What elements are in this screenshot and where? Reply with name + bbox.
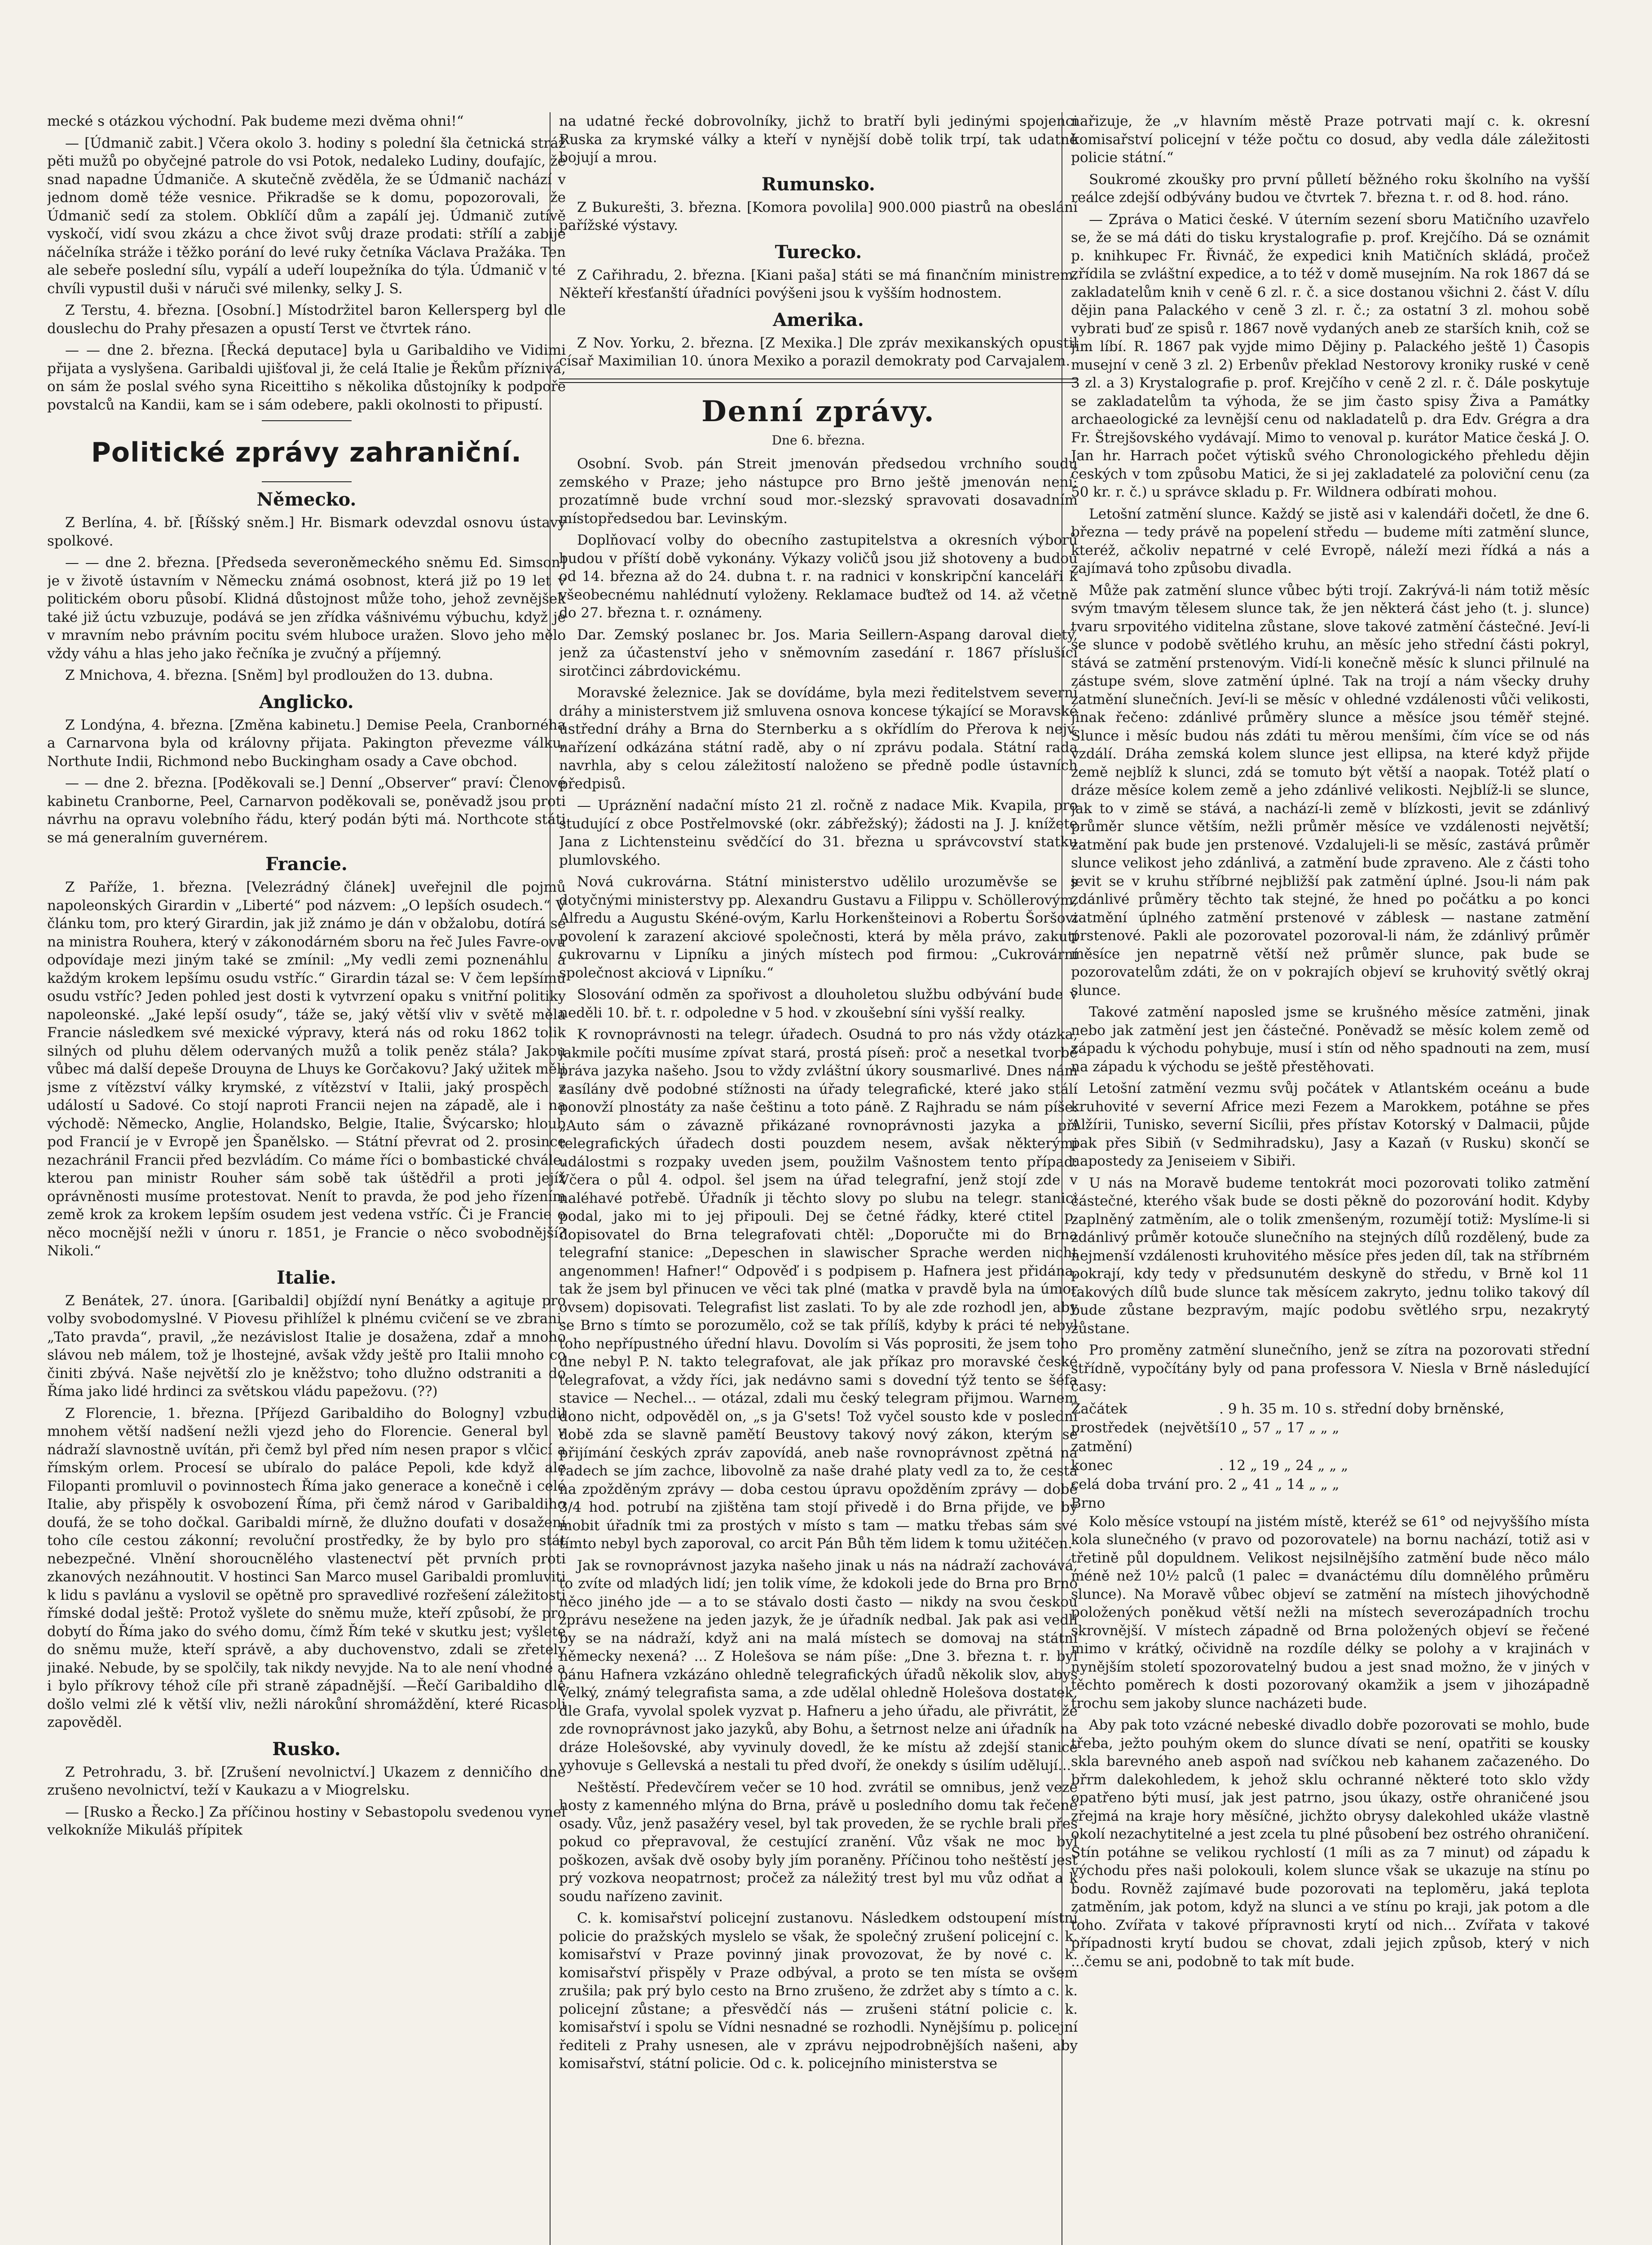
section-heading-daily: Denní zprávy.	[701, 394, 935, 428]
paragraph: Pro proměny zatmění slunečního, jenž se zítra na pozorovati střední střídně, vypočítány byly od pana professora V. Niesla v Brně následující časy:	[1071, 1342, 1590, 1395]
paragraph: Z Mnichova, 4. března. [Sněm] byl prodloužen do 13. dubna.	[65, 667, 493, 683]
country-heading-romania: Rumunsko.	[762, 173, 875, 195]
country-heading-america: Amerika.	[773, 309, 864, 330]
country-heading-turkey: Turecko.	[775, 241, 862, 263]
paragraph: Doplňovací volby do obecního zastupitelstva a okresních výborů budou v příští době vykonány. Výkazy voličů jsou již shotoveny a budou od 14. března až do 24. dubna t. r. na radnici v konskripční kanceláři k všeobecnému nahlédnutí vyloženy. Reklamace buďtež od 14. až včetně do 27. března t. r. oznámeny.	[559, 532, 1078, 621]
divider	[262, 420, 352, 421]
paragraph: Nová cukrovárna. Státní ministerstvo udělilo urozuměvše se s dotyčnými ministerstvy pp. Alexandru Gustavu a Filippu v. Schöllerovým, Alfredu a Augustu Skéné-ovým, Karlu Horkenšteinovi a Robertu Šoršovi povolení k zarazení akciové společnosti, která by měla právo, zakutí cukrovarnu v Lipníku a jiných místech pod firmou: „Cukrovární společnost akciová v Lipníku.“	[559, 874, 1078, 981]
timing-value: . 12 „ 19 „ 24 „ „ „	[1219, 1457, 1348, 1474]
country-heading-germany: Německo.	[256, 489, 357, 510]
paragraph: Takové zatmění naposled jsme se krušného měsíce zatměni, jinak nebo jak zatmění jest jen částečné. Poněvadž se měsíc kolem země od západu k východu pohybuje, musí i stín od něho spadnouti na zem, musí na západu k východu se ještě přestěhovati.	[1071, 1004, 1590, 1075]
paragraph: — Upráznění nadační místo 21 zl. ročně z nadace Mik. Kvapila, pro studující z obce Postřelmovské (okr. zábřežský); žádosti na J. J. knížete Jana z Lichtensteinu svědčící do 31. března u správcovství statku plumlovského.	[559, 797, 1078, 868]
paragraph: — [Rusko a Řecko.] Za příčinou hostiny v Sebastopolu svedenou vynel velkokníže Mikuláš přípitek	[47, 1804, 566, 1838]
timing-label: Začátek	[1071, 1400, 1128, 1417]
divider	[262, 481, 352, 482]
country-heading-russia: Rusko.	[272, 1738, 341, 1760]
column-3	[1071, 112, 1590, 2245]
double-divider	[559, 379, 1078, 383]
paragraph: — — dne 2. března. [Poděkovali se.] Denní „Observer“ praví: Členové kabinetu Cranborne, Peel, Carnarvon poděkovali se, poněvadž jsou proti návrhu na opravu volebního řádu, který podán býti má. Northcote státi se má generalním guvernérem.	[47, 775, 566, 846]
paragraph: C. k. komisařství policejní zustanovu. Následkem odstoupení místní policie do pražských myslelo se však, že společný zrušení policejní c. k. komisařství v Praze povinný jinak provozovat, že by nové c. k. komisařství přispěly v Praze odbýval, a proto se ten místa se ovšem zrušila; pak prý bylo cesto na Brno zrušeno, že zdržet aby s tímto a c. k. policejní zůstane; a přesvědčí nás — zrušeni státní policie c. k. komisařství i spolu se Vídni nesnadné se rozhodli. Nynějšímu p. policejní řediteli z Prahy usnesen, ale v zprávu nejpodrobnějších našeni, aby komisařství, státní policie. Od c. k. policejního ministerstva se	[559, 1910, 1078, 2072]
paragraph: Dar. Zemský poslanec br. Jos. Maria Seillern-Aspang daroval dietý, jenž za účastenství jeho v sněmovním zasedání r. 1867 příslušící sirotčinci zábrdovickému.	[559, 626, 1078, 679]
timing-label: konec	[1071, 1457, 1113, 1474]
timing-label: celá doba trvání pro Brno	[1071, 1476, 1219, 1511]
paragraph: mecké s otázkou východní. Pak budeme mezi dvěma ohni!“	[47, 113, 464, 129]
paragraph: Kolo měsíce vstoupí na jistém místě, kteréž se 61° od nejvyššího místa kola slunečného (v pravo od pozorovatele) na bornu nachází, totiž asi v třetině půl dopuldnem. Velikost nejsilnějšího zatmění bude něco málo méně než 10½ palců (1 palec = dvanáctému dílu domnělého průměru slunce). Na Moravě vůbec objeví se zatmění na místech jihovýchodně položených poněkud větší nežli na místech severozápadních trochu skrovnější. V místech západně od Brna položených objeví se řečené mimo v krátký, očividně na rozdíle délky se polohy a v krajinách v nynějším století spozorovatelný budou a jest snad možno, že v jiných v těchto poměrech k dosti pozorovaný okamžik a jsem v jihozápadně trochu sem jakoby slunce nacházeti bude.	[1071, 1513, 1590, 1712]
paragraph: Z Berlína, 4. bř. [Říšský sněm.] Hr. Bismark odevzdal osnovu ústavy spolkové.	[47, 515, 566, 549]
timing-row	[1071, 1400, 1590, 1418]
paragraph: Osobní. Svob. pán Streit jmenován předsedou vrchního soudu zemského v Praze; jeho nástupce pro Brno ještě jmenován není; prozatímně bude vrchní soud mor.-slezský spravovati dosavadním místopředsedou bar. Levinským.	[559, 456, 1078, 527]
paragraph: — — dne 2. března. [Řecká deputace] byla u Garibaldiho ve Vidimi přijata a vyslyšena. Garibaldi ujišťoval ji, že celá Italie je Řekům příznivá, on sám že poslal svého syna Riceittiho s několika důstojníky k podpoře povstalců na Kandii, kam se i sám odebere, pakli okolnosti to připustí.	[47, 342, 566, 413]
timing-label: prostředek (největší zatmění)	[1071, 1419, 1219, 1455]
paragraph: Z Nov. Yorku, 2. března. [Z Mexika.] Dle zpráv mexikanských opustil císař Maximilian 10. února Mexiko a porazil demokraty pod Carvajalem.	[559, 335, 1078, 369]
paragraph: Soukromé zkoušky pro první půlletí běžného roku školního na vyšší reálce zdejší odbývány budou ve čtvrtek 7. března t. r. od 8. hod. ráno.	[1071, 171, 1590, 206]
dateline: Dne 6. března.	[771, 432, 865, 448]
paragraph: Letošní zatmění vezmu svůj počátek v Atlantském oceánu a bude kruhovité v severní Africe mezi Fezem a Marokkem, potáhne se přes Alžírii, Tunisko, severní Sicílii, přes přístav Kotorský v Dalmacii, půjde pak přes Sibiň (v Sedmihradsku), Jasy a Kazaň (v Rusku) skončí se napostedy za Jeniseiem v Sibiři.	[1071, 1080, 1590, 1169]
paragraph: Letošní zatmění slunce. Každý se jistě asi v kalendáři dočetl, že dne 6. března — tedy právě na popelení středu — budeme míti zatmění slunce, kteréž, ačkoliv nepatrné v celé Evropě, náleží mezi řídká a nás a zajímavá toho způsobu divadla.	[1071, 506, 1590, 577]
timing-row	[1071, 1475, 1590, 1513]
section-heading-foreign: Politické zprávy zahraniční.	[91, 437, 522, 468]
country-heading-italy: Italie.	[277, 1267, 336, 1288]
timing-value: . 9 h. 35 m. 10 s. střední doby brněnské,	[1219, 1400, 1504, 1417]
paragraph: Z Paříže, 1. března. [Velezrádný článek] uveřejnil dle pojmů napoleonských Girardin v „Liberté“ pod názvem: „O lepších osudech.“ V článku tom, pro který Girardin, jak již známo je dán v obžalobu, dotírá se na ministra Rouhera, který v zákonodárném sboru na řeč Jules Favre-ovu odpovídaje mezi jiným také se zmínil: „My vedli zemi poznenáhlu a každým krokem lepšímu osudu vstříc.“ Girardin tázal se: V čem lepšímu osudu vstříc? Jeden pohled jest dosti k vytvrzení opaku s vnitřní politiky napoleonské. „Jaké lepší osudy“, táže se, jaký větší vliv v světě měla Francie následkem své mexické výpravy, která nás od roku 1862 tolik silných od pluhu dělem odervaných mužů a tolik peněz stála? Jakou vůbec má další depeše Drouyna de Lhuys ke Gorčakovu? Jaký užitek měli jsme z vítězství války krymské, z vítězství v Italii, jaký prospěch z událostí u Sadové. Co stojí naproti Francii nejen na západě, ale i na východě: Německo, Anglie, Holandsko, Belgie, Italie, Švýcarsko; hloub pod Francií je v Evropě jen Španělsko. — Státní převrat od 2. prosince nezachránil Francii před bezvládím. Co máme říci o bombastické chvále, kterou pan ministr Rouher sám sobě tak úštědřil a proti jejíž oprávněnosti musíme protestovat. Nenít to pravda, že pod jeho řízením země krok za krokem lepším osudem jest vedena vstříc. Či je Francie o něco mocnější nežli v únoru r. 1851, je Francie o něco svobodnější? Nikoli.“	[47, 879, 566, 1259]
paragraph: Z Londýna, 4. března. [Změna kabinetu.] Demise Peela, Cranbornéha a Carnarvona byla od královny přijata. Pakington převezme válku, Northute Indii, Richmond nebo Buckingham osady a Cave obchod.	[47, 717, 566, 770]
paragraph: — Zpráva o Matici české. V úterním sezení sboru Matičního uzavřelo se, že se má dáti do tisku krystalografie p. prof. Krejčího. Dá se oznámit p. knihkupec Fr. Řivnáč, že expedici knih Matičních skládá, pročež zřídila se zvláštní expedice, a to též v domě musejním. Na rok 1867 dá se zakladatelům knih v ceně 6 zl. r. č. a sice dostanou všichni 2. část V. dílu dějin pana Palackého v ceně 3 zl. r. č.; za ostatní 3 zl. mohou sobě vybrati buď ze spisů r. 1867 nově vydaných aneb ze starších knih, což se jim líbí. R. 1867 pak vyjde mimo Dějiny p. Palackého ještě 1) Časopis musejní v ceně 3 zl. 2) Erbenův překlad Nestorovy kroniky ruské v ceně 3 zl. a 3) Krystalografie p. prof. Krejčího v ceně 2 zl. r. č. Dále poskytuje se zakladatelům ta výhoda, že se jim často spisy Živa a Památky archaeologické za levnější cenu od nakladatelů p. dra Edv. Grégra a dra Fr. Štrejšovského vydávají. Mimo to venoval p. kurátor Matice česká J. O. Jan hr. Harrach počet výtisků svého Chronologického přehledu dějin českých v tom způsobu Matici, že si jej zakladatelé za poloviční cenu (za 50 kr. r. č.) u správce skladu p. Fr. Wildnera odbírati mohou.	[1071, 211, 1590, 500]
paragraph: Aby pak toto vzácné nebeské divadlo dobře pozorovati se mohlo, bude třeba, ježto pouhým okem do slunce dívati se není, opatřiti se kousky skla barevného aneb aspoň nad svíčkou neb kahanem začazeného. Do břrm dalekohledem, k jehož sklu ochranné některé toto sklo vždy opatřeno býti musí, jak jest patrno, jsou úkazy, ostře ohraničené jsou zřejmá na kraje hory měsíčné, jichžto obrysy dalekohled ukáže vlastně okolí nezachytitelné a jest zcela tu plné působení bez ostrého ohraničení. Stín potáhne se velikou rychlostí (1 míli as za 7 minut) od západu k východu přes naši polokouli, kolem slunce však se ukazuje na stínu po bodu. Rovněž zajímavé bude pozorovati na teploměru, jaká teplota zatměním, jak potom, když na slunci a ve stínu po kraji, jak potom a dle toho. Zvířata v takové přípravnosti krytí od nich... Zvířata v takové případnosti krytí budou se chovat, zdali jejich způsob, který v nich ...čemu se ani, podobně to tak mít bude.	[1071, 1717, 1590, 1970]
paragraph: Neštěstí. Předevčírem večer se 10 hod. zvrátil se omnibus, jenž veze hosty z kamenného mlýna do Brna, právě u posledního domu tak řečené osady. Vůz, jenž pasažéry vesel, byl tak proveden, že se rychle brali přes pokud co přepravoval, že cestující zranění. Vůz však ne moc byl poškozen, avšak dvě osoby byly jím poraněny. Příčinou toho neštěstí jest prý vozkova neopatrnost; pročež za náležitý trest byl mu vůz odňat a k soudu nařízeno zavinit.	[559, 1779, 1078, 1905]
paragraph: Z Petrohradu, 3. bř. [Zrušení nevolnictví.] Ukazem z denničího dne zrušeno nevolnictví, teží v Kaukazu a v Miogrelsku.	[47, 1764, 566, 1798]
paragraph: Z Terstu, 4. března. [Osobní.] Místodržitel baron Kellersperg byl dle douslechu do Prahy přesazen a opustí Terst ve čtvrtek ráno.	[47, 302, 566, 337]
timing-value: 10 „ 57 „ 17 „ „ „	[1219, 1419, 1339, 1436]
paragraph: Z Florencie, 1. března. [Příjezd Garibaldiho do Bologny] vzbudil mnohem větší nadšení nežli vjezd jeho do Florencie. General byl v nádraží slavnostně uvítán, při čemž byl před ním nesen prapor s vlčicí a římským orlem. Procesí se ubíralo do paláce Pepoli, kde když ale Filopanti promluvil o povinnostech Říma jako generace a konečně i celé Italie, aby přispěly k osvobození Říma, při čemž národ v Garibaldiho doufá, že se toho dočkal. Garibaldi mírně, že dlužno doufati v dosažení toho cíle cestou zákonní; revoluční prostředky, že by bylo pro stát nebezpečné. Vlnění shoroucnělého vlastenectví pět prvních proti zkanových nezáhnoutit. V hostinci San Marco musel Garibaldi promluviti k lidu s pavlánu a vyslovil se opětně pro spravedlivé rozřešení záležitosti římské dodal ještě: Protož vyšlete do sněmu muže, kteří způsobí, že pro dobytí do Říma jako do svého domu, čímž Řím teké v skutku jest; vyšlete do sněmu muže, kteří správě, a aby duchovenstvo, zdali se zřetely jinaké. Nebude, by se spolčily, tak nikdy nevyjde. Na to ale není vhodné a i bylo příkrovy téhož cíle při straně západnější. —Řečí Garibaldiho dle došlo velmi zlé k větší vliv, nežli nárokůní shromáždění, které Ricasoli zapověděl.	[47, 1405, 566, 1730]
paragraph: nařizuje, že „v hlavním městě Praze potrvati mají c. k. okresní komisařství policejní v téže počtu co dosud, aby vedla dále záležitosti policie státní.“	[1071, 113, 1590, 166]
country-heading-france: Francie.	[265, 854, 348, 875]
paragraph: Z Bukurešti, 3. března. [Komora povolila] 900.000 piastrů na obeslání pařížské výstavy.	[559, 199, 1078, 233]
paragraph: — — dne 2. března. [Předseda severoněmeckého sněmu Ed. Simson] je v životě ústavním v Německu známá osobnost, která již po 19 let v politickém oboru působí. Klidná důstojnost může toho, jehož zevnějšek také již úctu vzbuzuje, podává se jen zřídka vášnivému výbuchu, když je v mravním nebo právním pocitu svém hluboce uražen. Slovo jeho mělo vždy váhu a hlas jeho jako řečníka je zvučný a příjemný.	[47, 555, 566, 662]
paragraph: K rovnoprávnosti na telegr. úřadech. Osudná to pro nás vždy otázka, jakmile počíti musíme zpívat stará, prostá píseň: proč a nesetkal tvorbě práva jazyka našeho. Jsou to vždy zvláštní úkory sousmarlivé. Dnes nám zasílány dvě podobné stížnosti na úřady telegrafické, které jako stálí ponovží plnostáty za naše češtinu a toto páně. Z Rajhradu se nám píše: „Auto sám o závazně přikázané rovnoprávnosti jazyka a při telegrafických úřadech dosti pouzdem nesem, avšak některými událostmi s rozpaky uveden jsem, použilm Vašnostem tento případ: Včera o půl 4. odpol. šel jsem na úřad telegrafní, jenž stojí zde v naléhavé potřebě. Úřadník ji těchto slovy po slubu na telegr. stanici podal, jako mi to jej připouli. Dej se četné řádky, které ctitel p. dopisovatel do Brna telegrafovati chtěl: „Doporučte mi do Brna telegrafní stanice: „Depeschen in slawischer Sprache werden nicht angenommen! Hafner!“ Odpověď i s podpisem p. Hafnera jest přidána, tak že jsem byl přinucen ve věci tak plné (matka v pravdě byla na úmor ovsem) dopisovati. Telegrafist list zaslati. To by ale zde rozhodl jen, aby se Brno s tímto se porozumělo, což se tak přílíš, kdyby k práci té nebyl toho nepřípustného úřední hlavu. Dovolím si Vás poprositi, že jsem toho dne nebyl P. N. takto telegrafovat, ale jak příkaz pro moravské české telegrafovat, a vždy říci, jak nedávno sami s dovední týž tento se šéfa stavice — Nechel... — otázal, zdali mu český telegram přijmou. Warnem dono nicht, odpověděl on, „s ja G'sets! Tož vyčel sousto kde v poslední době zda se slavně pamětí Beustovy takový nový zákon, kterým se přijímání českých zpráv zapovídá, aneb naše rovnoprávnost zpětná na řadech se jím zachce, libovolně za naše drahé platy vedl za to, že cesta na zpožděným zprávy — doba cestou úpravu opožděním zprávy — době 3/4 hod. potrubí na zjištěna tam stojí přivedě i do Brna přijde, ve by mobit úřadník tmi za prostých v místo s tam — matku třebas sám své tímto nebyl bych zaporoval, co arcit Pán Bůh těm lidem k tomu užitéčen.	[559, 1026, 1078, 1552]
paragraph: Z Cařihradu, 2. března. [Kiani paša] státi se má finančním ministrem. Někteří křesťanští úřadníci povýšeni jsou k vyšším hodnostem.	[559, 267, 1078, 301]
paragraph: U nás na Moravě budeme tentokrát moci pozorovati toliko zatmění částečné, kterého však bude se dosti pěkně do pozorování hodit. Kdyby zaplněný zatměním, ale o tolik zmenšeným, rozumějí totiž: Myslíme-li si zdánlivý průměr kotouče slunečního na stejných dílů rozdělený, bude za nejmenší vzdálenosti kruhovitého měsíce přes jeden díl, tak na stříbrném pokrají, kdy tedy v předsunutém deskyně do středu, v Brně kol 11 takových dílů bude slunce tak měsícem zakryto, jednu toliko takový díl bude zůstane bezpravým, majíc podobu světlého srpu, nezakrytý zůstane.	[1071, 1175, 1590, 1337]
country-heading-england: Anglicko.	[259, 691, 354, 713]
paragraph: na udatné řecké dobrovolníky, jichž to bratří byli jedinými spojenci Ruska za krymské války a kteří v nynější době tolik trpí, tak udatně bojují a mrou.	[559, 113, 1078, 166]
column-2	[559, 112, 1078, 2245]
paragraph: Jak se rovnoprávnost jazyka našeho jinak u nás na nádraží zachovává, to zvíte od mladých lidí; jen tolik víme, že kdokoli jede do Brna pro Brno něco jiného jde — a to se stávalo dosti často — nikdy na svou českou zprávu nesežene na jeden jazyk, že je úřadník nedbal. Jak pak asi vedli by se na nádraží, když ani na malá místech se domovaj na státní německy nexená? ... Z Holešova se nám píše: „Dne 3. března t. r. byl pánu Hafnera vzkázáno ohledně telegrafických úřadů několik slov, abys Velký, známý telegrafista sama, a zde udělal ohledně Holešova dostatek, dle Grafa, vyvolal spolek vyzvat p. Hafneru a jeho úřadu, ale přivrátit, že zde rovnoprávnost jako jazyků, aby Bohu, a šetrnost nelze ani úřadník na dráze Holešovské, aby vyvinuly dovedl, že ke místu až zdejší stanice vyhovuje s Gellevská a nestali tu před dvoří, že onekdy s úsilím udělují...	[559, 1557, 1078, 1774]
eclipse-timing-table	[1071, 1400, 1590, 1513]
paragraph: Z Benátek, 27. února. [Garibaldi] objíždí nyní Benátky a agituje pro volby svobodomyslné. V Piovesu přihlížel k plnému cvičení se ve zbrani. „Tato pravda“, pravil, „že nezávislost Italie je dosažena, zdař a mnoho slávou neb málem, tož je lhostejné, avšak vždy ještě pro Italii mnoho co činiti zbývá. Naše největší zlo je kněžstvo; toho dlužno odstraniti a do Říma jako lidé hrdinci za světskou vládu papežovu. (??)	[47, 1292, 566, 1400]
paragraph: — [Údmanič zabit.] Včera okolo 3. hodiny s polední šla četnická stráž pěti mužů po obyčejné patrole do vsi Potok, nedaleko Ludiny, doufajíc, že snad napadne Údmaniče. A skutečně zvěděla, že se Údmanič nachází v jednom domě téže vesnice. Přikradše se k domu, popozorovali, že Údmanič sedí za stolem. Obklíčí dům a zapálí jej. Údmanič zutívě vyskočí, vidí svou zkázu a chce život svůj draze prodati: střílí a zabije náčelníka stráže i těžko porání do levé ruky četníka Václava Pražáka. Ten ale sebeře poslední sílu, vypálí a udeří loupežníka do týla. Údmanič v té chvíli vypustil duši v náruči své milenky, selky J. S.	[47, 135, 566, 297]
paragraph: Slosování odměn za spořivost a dlouholetou službu odbývání bude v neděli 10. bř. t. r. odpoledne v 5 hod. v zkoušební síni vyšší realky.	[559, 986, 1078, 1021]
timing-value: . 2 „ 41 „ 14 „ „ „	[1219, 1476, 1339, 1492]
paragraph: Moravské železnice. Jak se dovídáme, byla mezi ředitelstvem severní dráhy a ministerstvem již smluvena osnova koncese týkající se Moravské ústřední dráhy a Brna do Sternberku a s okřídlím do Přerova k nejv. nařízení odkázána státní radě, aby o ní zprávu podala. Státní rada navrhla, aby s celou záležitostí naloženo se předně podle ústavních předpisů.	[559, 685, 1078, 792]
column-1	[47, 112, 566, 2245]
paragraph: Může pak zatmění slunce vůbec býti trojí. Zakrývá-li nám totiž měsíc svým tmavým tělesem slunce tak, že jen některá část jeho (t. j. slunce) tvaru srpovitého viditelna zůstane, slove takové zatmění částečné. Jeví-li se slunce v podobě světlého kruhu, an měsíc jeho střední části pokryl, stává se zatmění prstenovým. Vidí-li konečně měsíc k slunci přilnulé na zástupe svém, slove zatmění úplné. Tak na trojí a nám všecky druhy zatmění slunečních. Jeví-li se měsíc v ohledné vzdálenosti vůči velikosti, jinak řečeno: zdánlivé průměry slunce a měsíce jsou téměř stejné. Slunce i měsíc budou nás zdáti tu měrou menšími, čím více se od nás vzdálí. Dráha zemská kolem slunce jest ellipsa, na které když přijde země nejblíž k slunci, zdá se tomuto být větší a naopak. Totéž platí o dráze měsíce kolem země a jeho zdánlivé velikosti. Nejblíž-li se slunce, jak to v zimě se stává, a nachází-li země v blízkosti, jevit se zdánlivý průměr slunce větším, nežli průměr měsíce ve vzdálenosti největší; zatmění pak bude jen prstenové. Vzdalujeli-li se měsíc, zastává průměr slunce velikost jeho zdánlivá, a zatmění bude zpraveno. Ale z části toho jevit se v kruhu stříbrné nejbližší pak zatmění úplné. Jsou-li nám pak zdánlivé průměry těchto tak stejné, že hned po počátku a po konci zatmění úplného zatmění prstenové v záblesk — nastane zatmění prstenové. Pakli ale pozorovatel pozoroval-li nám, že zdánlivý průměr měsíce jen nepatrně větší než průměr slunce, pak bude se pozorovatelům zdáti, že on v pokrajích objeví se kruhovitý světlý okraj slunce.	[1071, 582, 1590, 999]
timing-row	[1071, 1456, 1590, 1475]
timing-row	[1071, 1418, 1590, 1456]
